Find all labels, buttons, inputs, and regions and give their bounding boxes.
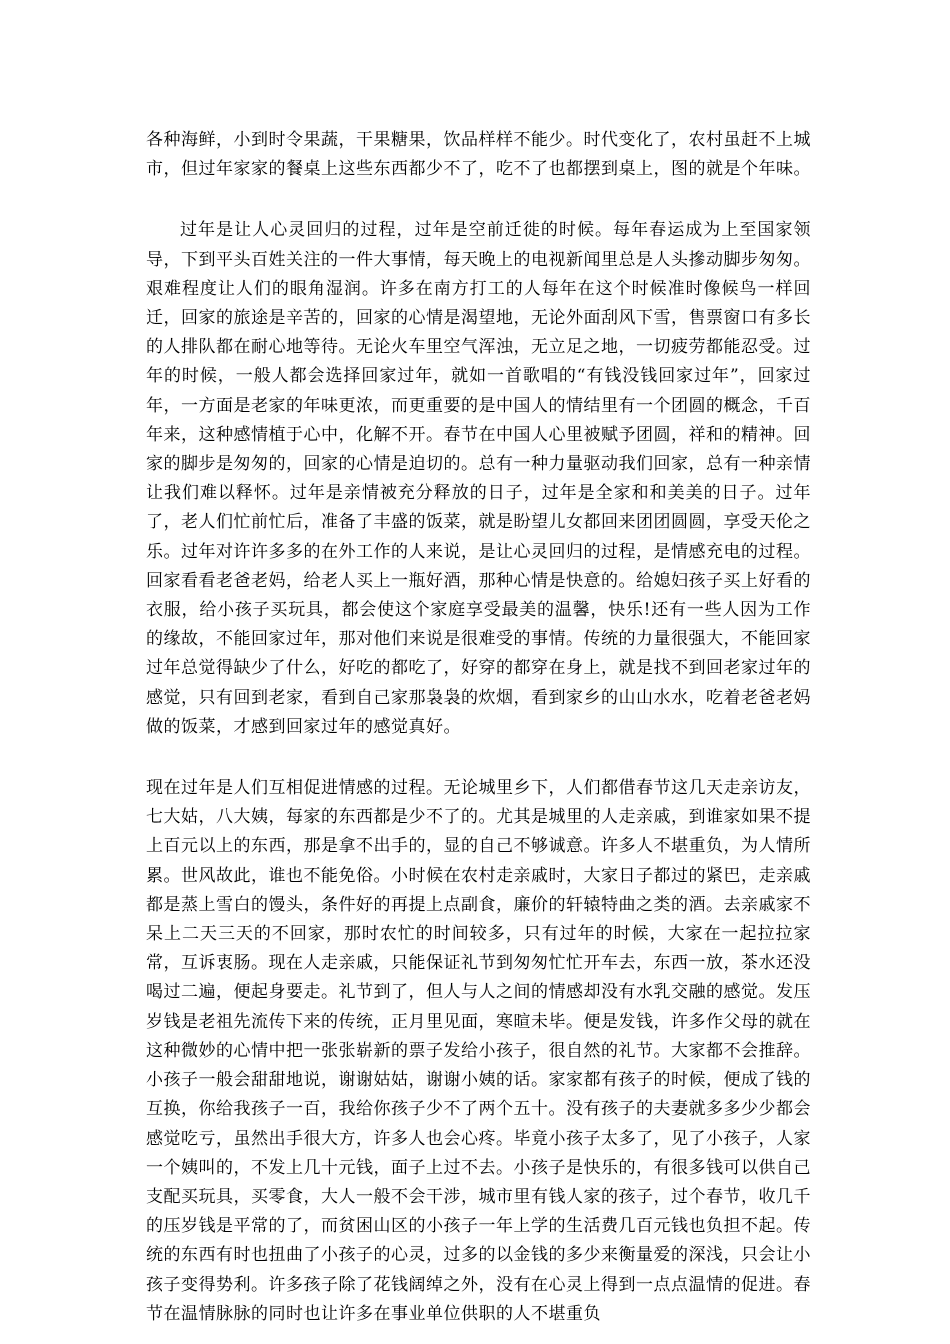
- paragraph-2: 过年是让人心灵回归的过程，过年是空前迁徙的时候。每年春运成为上至国家领导，下到平头百姓关注的一件大事情，每天晚上的电视新闻里总是人头摻动脚步匆匆。艰难程度让人们的眼角湿润。许多在南方打工的人每年在这个时候准时像候鸟一样回迁，回家的旅途是辛苦的，回家的心情是渴望地，无论外面刮风下雪，售票窗口有多长的人排队都在耐心地等待。无论火车里空气浑浊，无立足之地，一切疲劳都能忍受。过年的时候，一般人都会选择回家过年，就如一首歌唱的“有钱没钱回家过年”，回家过年，一方面是老家的年味更浓，而更重要的是中国人的情结里有一个团圆的概念，千百年来，这种感情植于心中，化解不开。春节在中国人心里被赋予团圆，祥和的精神。回家的脚步是匆匆的，回家的心情是迫切的。总有一种力量驱动我们回家，总有一种亲情让我们难以释怀。过年是亲情被充分释放的日子，过年是全家和和美美的日子。过年了，老人们忙前忙后，准备了丰盛的饭菜，就是盼望儿女都回来团团圆圆，享受天伦之乐。过年对许许多多的在外工作的人来说，是让心灵回归的过程，是情感充电的过程。回家看看老爸老妈，给老人买上一瓶好酒，那种心情是快意的。给媳妇孩子买上好看的衣服，给小孩子买玩具，都会使这个家庭享受最美的温馨，快乐!还有一些人因为工作的缘故，不能回家过年，那对他们来说是很难受的事情。传统的力量很强大，不能回家过年总觉得缺少了什么，好吃的都吃了，好穿的都穿在身上，就是找不到回老家过年的感觉，只有回到老家，看到自己家那袅袅的炊烟，看到家乡的山山水水，吃着老爸老妈做的饭菜，才感到回家过年的感觉真好。: [146, 220, 811, 737]
- paragraph-gap: [146, 742, 811, 774]
- paragraph-gap: [146, 184, 811, 216]
- paragraph-3: 现在过年是人们互相促进情感的过程。无论城里乡下，人们都借春节这几天走亲访友，七大姑，八大姨，每家的东西都是少不了的。尤其是城里的人走亲戚，到谁家如果不提上百元以上的东西，那是拿不出手的，显的自己不够诚意。许多人不堪重负，为人情所累。世风故此，谁也不能免俗。小时候在农村走亲戚时，大家日子都过的紧巴，走亲戚都是蒸上雪白的馒头，条件好的再提上点副食，廉价的轩辕特曲之类的酒。去亲戚家不呆上二天三天的不回家，那时农忙的时间较多，只有过年的时候，大家在一起拉拉家常，互诉衷肠。现在人走亲戚，只能保证礼节到匆匆忙忙开车去，东西一放，茶水还没喝过二遍，便起身要走。礼节到了，但人与人之间的情感却没有水乳交融的感觉。发压岁钱是老祖先流传下来的传统，正月里见面，寒暄未毕。便是发钱，许多作父母的就在这种微妙的心情中把一张张崭新的票子发给小孩子，很自然的礼节。大家都不会推辞。小孩子一般会甜甜地说，谢谢姑姑，谢谢小姨的话。家家都有孩子的时候，便成了钱的互换，你给我孩子一百，我给你孩子少不了两个五十。没有孩子的夫妻就多多少少都会感觉吃亏，虽然出手很大方，许多人也会心疼。毕竟小孩子太多了，见了小孩子，人家一个姨叫的，不发上几十元钱，面子上过不去。小孩子是快乐的，有很多钱可以供自己支配买玩具，买零食，大人一般不会干涉，城市里有钱人家的孩子，过个春节，收几千的压岁钱是平常的了，而贫困山区的小孩子一年上学的生活费几百元钱也负担不起。传统的东西有时也扭曲了小孩子的心灵，过多的以金钱的多少来衡量爱的深浅，只会让小孩子变得势利。许多孩子除了花钱阔绰之外，没有在心灵上得到一点点温情的促进。春节在温情脉脉的同时也让许多在事业单位供职的人不堪重负: [146, 778, 811, 1324]
- paragraph-1: 各种海鲜，小到时令果蔬，干果糖果，饮品样样不能少。时代变化了，农村虽赶不上城市，但过年家家的餐桌上这些东西都少不了，吃不了也都摆到桌上，图的就是个年味。: [146, 130, 811, 180]
- document-body: [146, 126, 811, 1329]
